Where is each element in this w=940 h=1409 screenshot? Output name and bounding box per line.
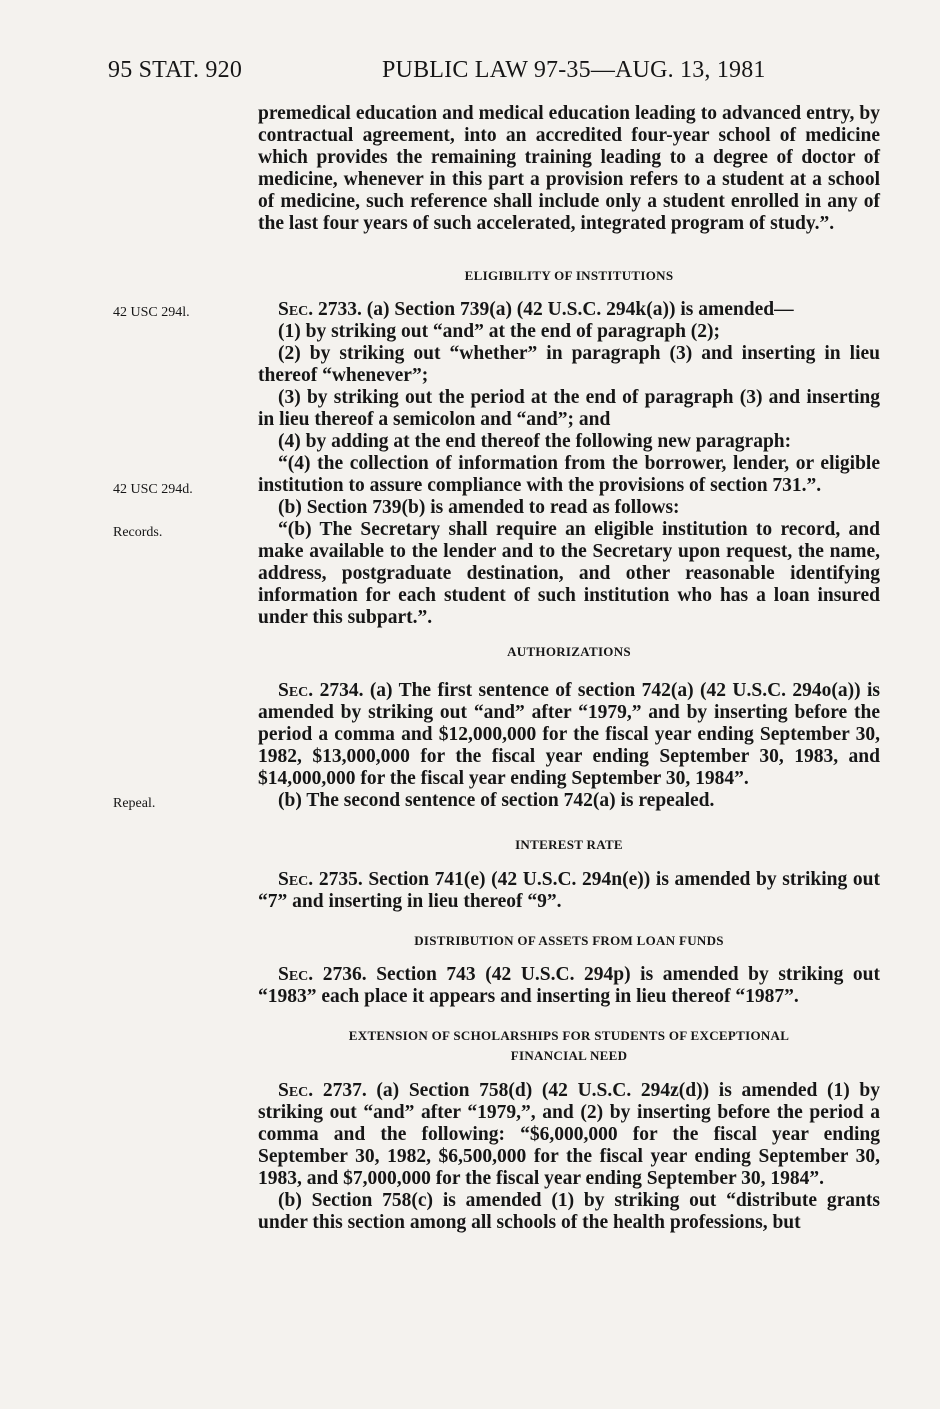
margin-note-usc-294d: 42 USC 294d. (113, 482, 193, 497)
sec-2734-a: Sec. 2734. (a) The first sentence of section 742(a) (42 U.S.C. 294o(a)) is amended by striking out “and” after “1979,” and by inserting before the period a comma and $12,000,000 for the fiscal year ending September 30, 1982, $13,000,000 for the fiscal year ending September 30, 1983, and $14,000,000 for the fiscal year ending September 30, 1984”. (258, 680, 881, 789)
sec-2737-b: (b) Section 758(c) is amended (1) by striking out “distribute grants under this section among all schools of the health professions, but (258, 1190, 880, 1233)
sec-2733-p4-quote: “(4) the collection of information from the borrower, lender, or eligible institution to assure compliance with the provisions of section 731.”. (258, 453, 880, 496)
heading-eligibility: ELIGIBILITY OF INSTITUTIONS (464, 268, 674, 283)
heading-distribution: DISTRIBUTION OF ASSETS FROM LOAN FUNDS (414, 933, 724, 948)
sec-2733-b: (b) Section 739(b) is amended to read as follows: (278, 497, 680, 518)
sec-2737-a: Sec. 2737. (a) Section 758(d) (42 U.S.C. 294z(d)) is amended (1) by striking out “and” after “1979,”, and (2) by inserting before the period a comma and the following: “$6,000,000 for the fiscal year ending September 30, 1982, $6,500,000 for the fiscal year ending September 30, 1983, and $7,000,000 for the fiscal year ending September 30, 1984”. (258, 1080, 880, 1189)
sec-2733-p4: (4) by adding at the end thereof the following new paragraph: (278, 431, 792, 452)
margin-note-usc-294l: 42 USC 294l. (113, 305, 190, 320)
sec-2733-p3: (3) by striking out the period at the end of paragraph (3) and inserting in lieu thereof a semicolon and “and”; and (258, 387, 880, 430)
heading-authorizations: AUTHORIZATIONS (507, 644, 631, 659)
section-2733 (258, 299, 880, 629)
sec-2733-p1: (1) by striking out “and” at the end of paragraph (2); (278, 321, 721, 342)
sec-2733-p2: (2) by striking out “whether” in paragraph (3) and inserting in lieu thereof “whenever”; (258, 343, 880, 386)
continuation-paragraph: premedical education and medical education leading to advanced entry, by contractual agreement, into an accredited four-year school of medicine which provides the remaining training leading to a degree of doctor of medicine, whenever in this part a provision refers to a student at a school of medicine, such reference shall include only a student enrolled in any of the last four years of such accelerated, integrated program of study.”. (258, 103, 880, 234)
heading-extension-line2: FINANCIAL NEED (510, 1048, 628, 1063)
heading-extension-line1: EXTENSION OF SCHOLARSHIPS FOR STUDENTS OF EXCEPTIONAL (348, 1028, 790, 1043)
section-2736: Sec. 2736. Section 743 (42 U.S.C. 294p) is amended by striking out “1983” each place it appears and inserting in lieu thereof “1987”. (258, 964, 881, 1007)
section-2735: Sec. 2735. Section 741(e) (42 U.S.C. 294n(e)) is amended by striking out “7” and inserting in lieu thereof “9”. (258, 869, 880, 912)
margin-note-repeal: Repeal. (113, 796, 156, 811)
stat-page-number: 95 STAT. 920 (108, 57, 243, 83)
public-law-header: PUBLIC LAW 97-35—AUG. 13, 1981 (382, 57, 766, 83)
margin-note-records: Records. (113, 525, 163, 540)
section-2737 (258, 1080, 880, 1234)
heading-interest-rate: INTEREST RATE (515, 837, 623, 852)
section-2734 (258, 680, 880, 812)
sec-2733-b-quote: “(b) The Secretary shall require an eligible institution to record, and make available to the lender and to the Secretary upon request, the name, address, postgraduate destination, and other reasonable identifying information for each student of such institution who has a loan insured under this subpart.”. (258, 519, 880, 628)
sec-2733-a: Sec. 2733. (a) Section 739(a) (42 U.S.C. 294k(a)) is amended— (278, 299, 794, 320)
sec-2734-b: (b) The second sentence of section 742(a) is repealed. (278, 790, 715, 811)
